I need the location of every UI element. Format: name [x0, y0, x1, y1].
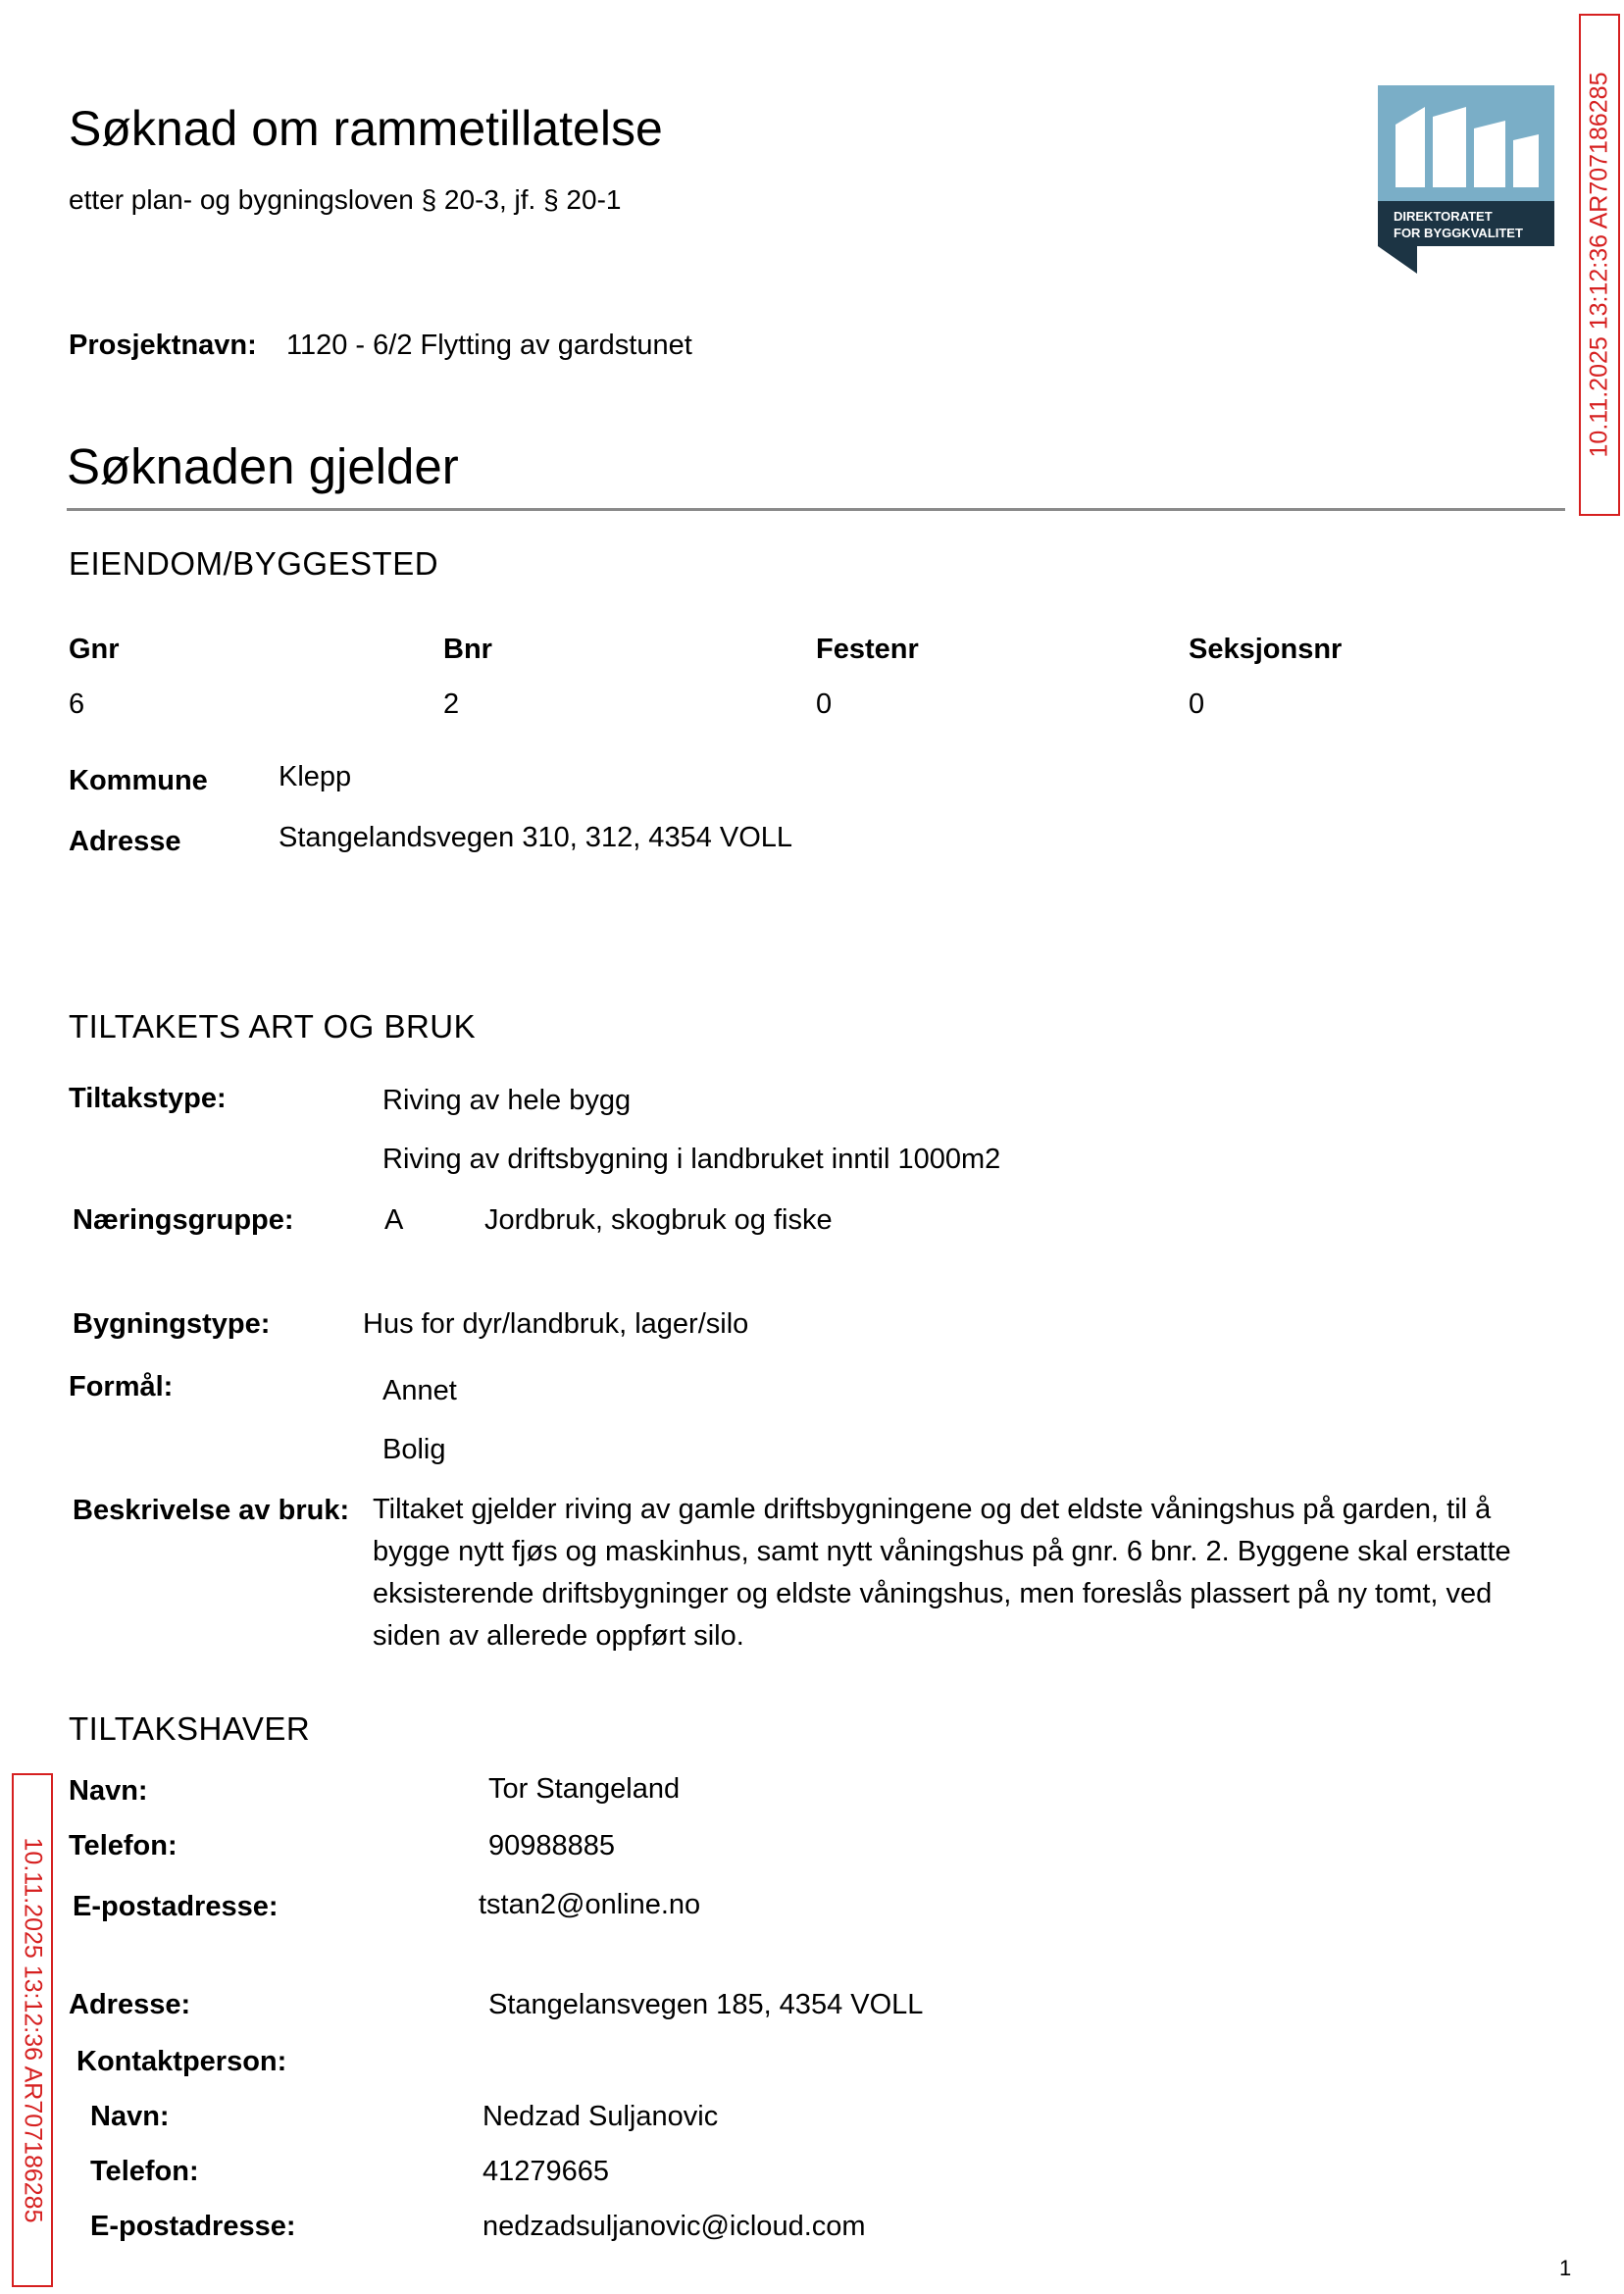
kontakt-epost-value: nedzadsuljanovic@icloud.com [482, 2211, 866, 2242]
festenr-label: Festenr [816, 634, 919, 665]
beskrivelse-value: Tiltaket gjelder riving av gamle driftsbygningene og det eldste våningshus på garden, til å bygge nytt fjøs og maskinhus, samt nytt våningshus på gnr. 6 bnr. 2. Byggene skal erstatte eksisterende driftsbygninger og eldste våningshus, men foreslås plassert på ny tomt, ved siden av allerede oppført silo. [373, 1494, 1511, 1652]
bygningstype-label: Bygningstype: [73, 1308, 271, 1340]
festenr-value: 0 [816, 688, 833, 720]
kontakt-epost-label: E-postadresse: [90, 2211, 296, 2242]
formal-label: Formål: [69, 1371, 174, 1402]
tiltakshaver-heading: TILTAKSHAVER [69, 1710, 311, 1747]
tiltakshaver-telefon-label: Telefon: [69, 1830, 178, 1861]
tiltakshaver-navn-value: Tor Stangeland [488, 1773, 681, 1805]
kontakt-navn-value: Nedzad Suljanovic [482, 2101, 719, 2132]
property-heading: EIENDOM/BYGGESTED [69, 545, 439, 582]
gnr-value: 6 [69, 688, 85, 720]
tiltakshaver-adresse-label: Adresse: [69, 1989, 191, 2020]
kontakt-navn-label: Navn: [90, 2101, 170, 2132]
bnr-value: 2 [443, 688, 460, 720]
section-divider [67, 508, 1565, 511]
beskrivelse-label: Beskrivelse av bruk: [73, 1495, 350, 1526]
naeringsgruppe-label: Næringsgruppe: [73, 1204, 294, 1236]
logo-text-line2: FOR BYGGKVALITET [1394, 226, 1523, 240]
dibk-logo [1378, 85, 1554, 274]
logo-text-line1: DIREKTORATET [1394, 209, 1493, 224]
tiltakshaver-adresse-value: Stangelansvegen 185, 4354 VOLL [488, 1989, 924, 2020]
tiltakshaver-telefon-value: 90988885 [488, 1830, 616, 1861]
tiltakstype-label: Tiltakstype: [69, 1083, 227, 1114]
naeringsgruppe-code: A [384, 1204, 404, 1236]
archive-stamp-right [1579, 14, 1620, 516]
project-name-value: 1120 - 6/2 Flytting av gardstunet [286, 330, 692, 361]
kontakt-telefon-label: Telefon: [90, 2156, 199, 2187]
project-name-label: Prosjektnavn: [69, 330, 257, 361]
kommune-label: Kommune [69, 765, 208, 796]
tiltakstype-value-2: Riving av driftsbygning i landbruket inntil 1000m2 [382, 1144, 1001, 1175]
formal-value-2: Bolig [382, 1434, 446, 1465]
tiltakshaver-navn-label: Navn: [69, 1775, 148, 1807]
seksjonsnr-value: 0 [1189, 688, 1205, 720]
section-title: Søknaden gjelder [67, 438, 459, 494]
tiltak-heading: TILTAKETS ART OG BRUK [69, 1008, 477, 1045]
gnr-label: Gnr [69, 634, 120, 665]
kommune-value: Klepp [279, 761, 352, 792]
tiltakshaver-epost-label: E-postadresse: [73, 1891, 279, 1922]
bnr-label: Bnr [443, 634, 492, 665]
dibk-logo-graphic [1378, 85, 1554, 274]
archive-stamp-right-text: 10.11.2025 13:12:36 AR707186285 [1585, 72, 1613, 458]
kontaktperson-label: Kontaktperson: [76, 2046, 287, 2077]
seksjonsnr-label: Seksjonsnr [1189, 634, 1343, 665]
archive-stamp-left-text: 10.11.2025 13:12:36 AR707186285 [19, 1837, 47, 2223]
adresse-label: Adresse [69, 826, 181, 857]
naeringsgruppe-value: Jordbruk, skogbruk og fiske [484, 1204, 833, 1236]
tiltakshaver-epost-value: tstan2@online.no [479, 1889, 701, 1920]
document-subtitle: etter plan- og bygningsloven § 20-3, jf. § 20-1 [69, 184, 622, 215]
tiltakstype-value-1: Riving av hele bygg [382, 1085, 632, 1116]
formal-value-1: Annet [382, 1375, 457, 1406]
archive-stamp-left [12, 1773, 53, 2287]
kontakt-telefon-value: 41279665 [482, 2156, 610, 2187]
bygningstype-value: Hus for dyr/landbruk, lager/silo [363, 1308, 749, 1340]
adresse-value: Stangelandsvegen 310, 312, 4354 VOLL [279, 822, 793, 853]
page-number: 1 [1559, 2256, 1572, 2280]
document-title: Søknad om rammetillatelse [69, 101, 663, 156]
